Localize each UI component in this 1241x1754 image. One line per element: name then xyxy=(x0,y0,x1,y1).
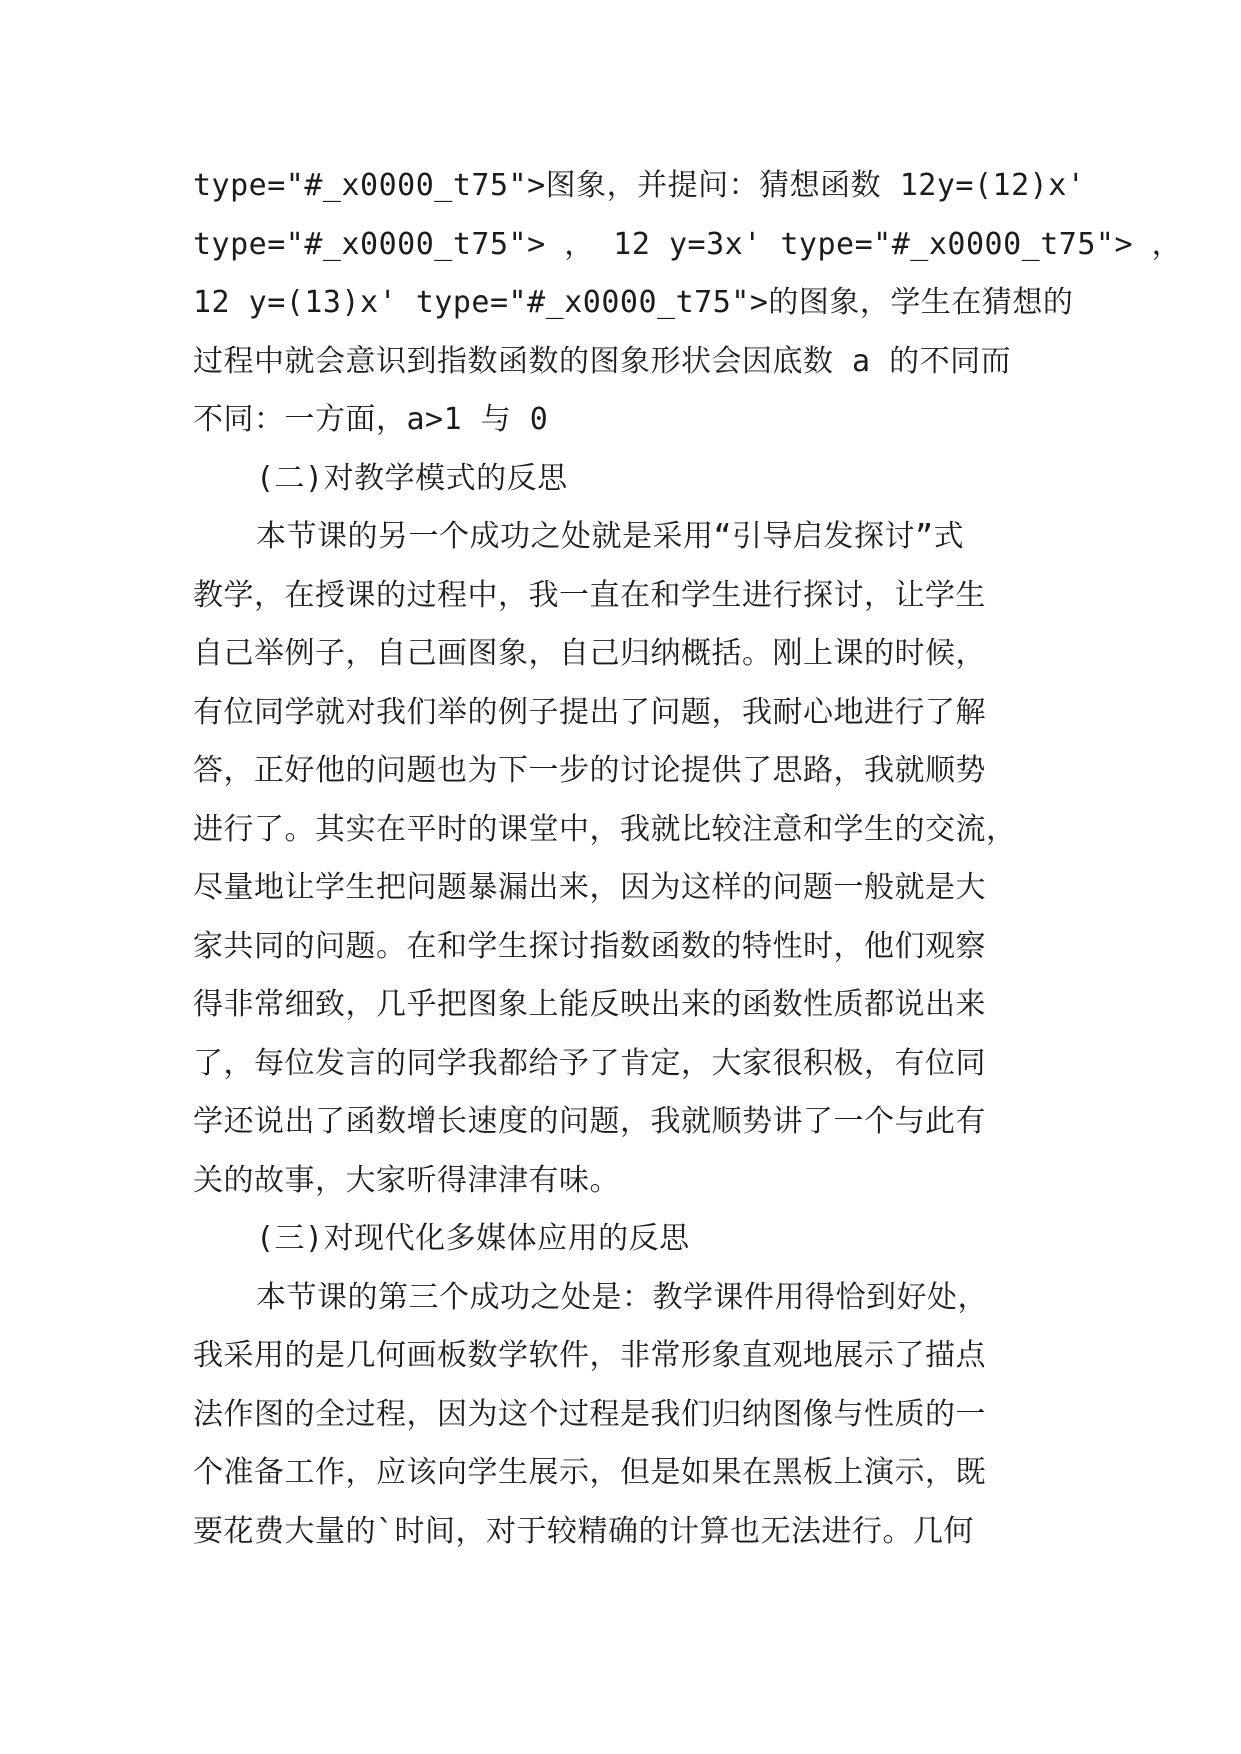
document-page xyxy=(193,157,1183,1561)
text-line: 进行了。其实在平时的课堂中，我就比较注意和学生的交流， xyxy=(193,811,1017,847)
text-line: type="#_x0000_t75"> ， 12 y=3x' type="#_x0000_t75"> ， xyxy=(193,226,1183,262)
text-line: 有位同学就对我们举的例子提出了问题，我耐心地进行了解 xyxy=(193,694,986,730)
text-line: type="#_x0000_t75">图象，并提问：猜想函数 12y=(12)x' xyxy=(193,168,1086,203)
paragraph-start: 本节课的第三个成功之处是：教学课件用得恰到好处， xyxy=(256,1279,988,1315)
text-line: 我采用的是几何画板数学软件，非常形象直观地展示了描点 xyxy=(193,1338,986,1373)
text-line: 得非常细致，几乎把图象上能反映出来的函数性质都说出来 xyxy=(193,987,986,1022)
text-line: 不同：一方面，a>1 与 0 xyxy=(193,402,549,437)
text-line: 尽量地让学生把问题暴漏出来，因为这样的问题一般就是大 xyxy=(193,870,986,905)
paragraph-start: 本节课的另一个成功之处就是采用“引导启发探讨”式 xyxy=(256,519,965,554)
text-line: 自己举例子，自己画图象，自己归纳概括。刚上课的时候， xyxy=(193,636,986,671)
text-line: 12 y=(13)x' type="#_x0000_t75">的图象，学生在猜想的 xyxy=(193,285,1074,320)
text-line: 要花费大量的`时间，对于较精确的计算也无法进行。几何 xyxy=(193,1513,975,1549)
section-heading: (二)对教学模式的反思 xyxy=(256,460,568,496)
text-line: 了，每位发言的同学我都给予了肯定，大家很积极，有位同 xyxy=(193,1045,986,1081)
text-line: 个准备工作，应该向学生展示，但是如果在黑板上演示，既 xyxy=(193,1455,986,1490)
text-line: 学还说出了函数增长速度的问题，我就顺势讲了一个与此有 xyxy=(193,1104,986,1139)
text-line: 过程中就会意识到指数函数的图象形状会因底数 a 的不同而 xyxy=(193,343,1012,379)
section-heading: (三)对现代化多媒体应用的反思 xyxy=(256,1221,690,1256)
text-line: 教学，在授课的过程中，我一直在和学生进行探讨，让学生 xyxy=(193,577,986,613)
text-line: 关的故事，大家听得津津有味。 xyxy=(193,1162,620,1198)
text-line: 答，正好他的问题也为下一步的讨论提供了思路，我就顺势 xyxy=(193,753,986,788)
text-line: 法作图的全过程，因为这个过程是我们归纳图像与性质的一 xyxy=(193,1396,986,1432)
text-line: 家共同的问题。在和学生探讨指数函数的特性时，他们观察 xyxy=(193,928,986,964)
